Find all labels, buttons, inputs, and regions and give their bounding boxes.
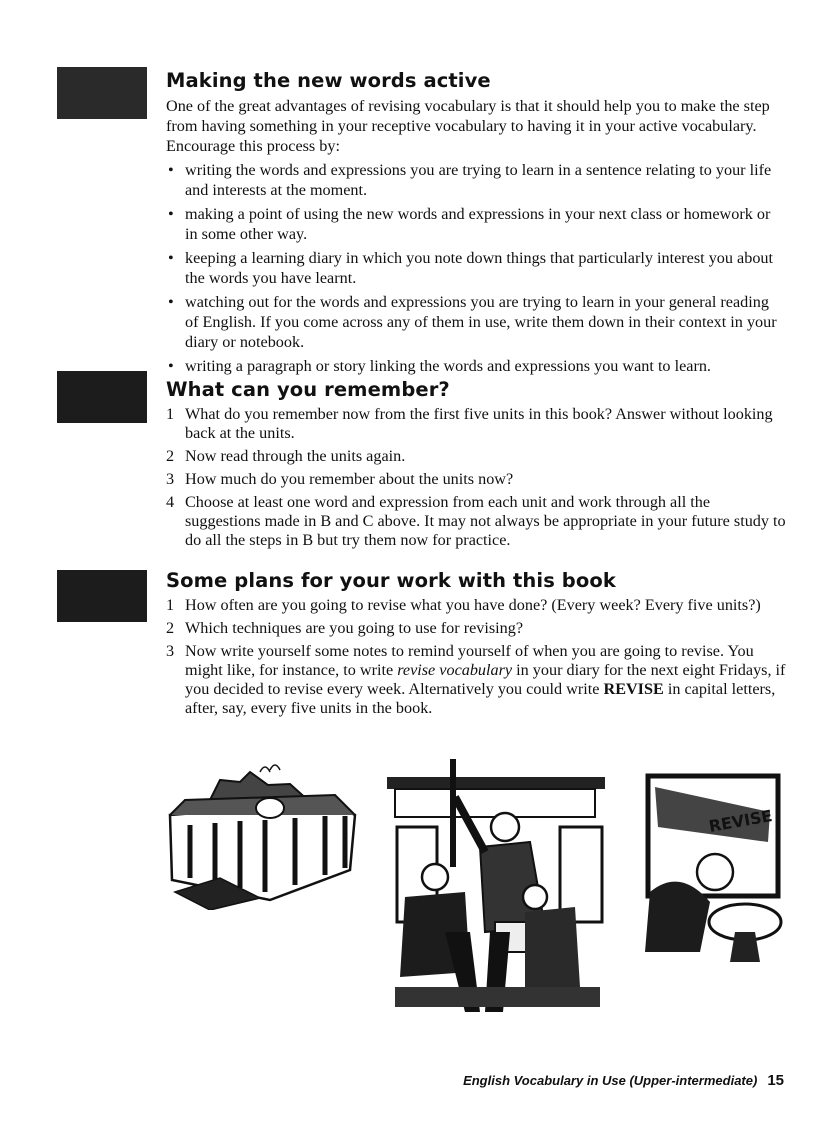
numbered-list	[166, 596, 786, 718]
list-item-text: Which techniques are you going to use for revising?	[185, 619, 524, 637]
section-marker-bar	[57, 570, 147, 622]
section-heading: What can you remember?	[166, 378, 450, 401]
item-number: 1	[166, 405, 175, 423]
section-plans-for-work	[166, 569, 786, 722]
list-item-text: How much do you remember about the units now?	[185, 470, 514, 488]
list-item-text	[185, 642, 785, 717]
list-item	[166, 405, 786, 443]
list-item-text: How often are you going to revise what you have done? (Every week? Every five units?)	[185, 596, 761, 614]
list-item	[166, 292, 786, 352]
list-item	[166, 160, 786, 200]
italic-phrase: revise vocabulary	[397, 661, 513, 679]
list-item	[166, 493, 786, 550]
list-item	[166, 248, 786, 288]
page-number: 15	[767, 1072, 784, 1089]
list-item	[166, 204, 786, 244]
list-item	[166, 447, 786, 466]
list-item-text: writing a paragraph or story linking the words and expressions you want to learn.	[185, 357, 711, 375]
book-title: English Vocabulary in Use (Upper-intermediate)	[463, 1073, 758, 1088]
section-heading: Making the new words active	[166, 69, 491, 92]
item-number: 2	[166, 619, 175, 637]
numbered-list	[166, 405, 786, 550]
list-item-text: watching out for the words and expressions you are trying to learn in your general reading of English. If you come across any of them in use, write them down in their context in your diary or notebook.	[185, 293, 777, 351]
list-item-text: Choose at least one word and expression from each unit and work through all the suggestions made in B and C above. It may not always be appropriate in your future study to do all the steps in B but try them now for practice.	[185, 493, 786, 549]
section-marker-bar	[57, 371, 147, 423]
text-run: in capital letters, after, say, every five units in the book.	[185, 680, 776, 717]
mirror-text: REVISE	[707, 806, 774, 836]
bullet-icon: •	[168, 161, 174, 179]
list-item-text: writing the words and expressions you are trying to learn in a sentence relating to your life and interests at the moment.	[185, 161, 772, 199]
item-number: 3	[166, 642, 175, 660]
list-item	[166, 596, 786, 615]
bullet-icon: •	[168, 357, 174, 375]
section-what-can-you-remember	[166, 378, 786, 554]
list-item	[166, 356, 786, 376]
section-heading: Some plans for your work with this book	[166, 569, 616, 592]
item-number: 4	[166, 493, 175, 511]
mirror-revise-illustration	[640, 772, 785, 962]
item-number: 1	[166, 596, 175, 614]
bathtub-illustration	[150, 760, 365, 910]
bullet-icon: •	[168, 249, 174, 267]
list-item-text: making a point of using the new words and expressions in your next class or homework or in some other way.	[185, 205, 771, 243]
section-making-words-active	[166, 69, 786, 380]
bullet-icon: •	[168, 205, 174, 223]
text-run: in your diary for the next eight Fridays, if you decided to revise every week. Alternatively you could write	[185, 661, 786, 698]
list-item-text: What do you remember now from the first five units in this book? Answer without looking back at the units.	[185, 405, 773, 442]
text-run: Now write yourself some notes to remind yourself of when you are going to revise. You might like, for instance, to write	[185, 642, 754, 679]
bullet-icon: •	[168, 293, 174, 311]
list-item	[166, 470, 786, 489]
list-item-text: Now read through the units again.	[185, 447, 406, 465]
list-item	[166, 619, 786, 638]
caps-word: REVISE	[603, 680, 664, 698]
item-number: 3	[166, 470, 175, 488]
list-item-text: keeping a learning diary in which you note down things that particularly interest you about the words you have learnt.	[185, 249, 773, 287]
section-intro: One of the great advantages of revising vocabulary is that it should help you to make the step from having something in your receptive vocabulary to having it in your active vocabulary. Encourage this process by:	[166, 97, 770, 155]
section-marker-bar	[57, 67, 147, 119]
item-number: 2	[166, 447, 175, 465]
page-footer	[463, 1072, 784, 1089]
bullet-list	[166, 160, 786, 376]
list-item	[166, 642, 786, 718]
train-commuter-illustration	[385, 757, 610, 1012]
